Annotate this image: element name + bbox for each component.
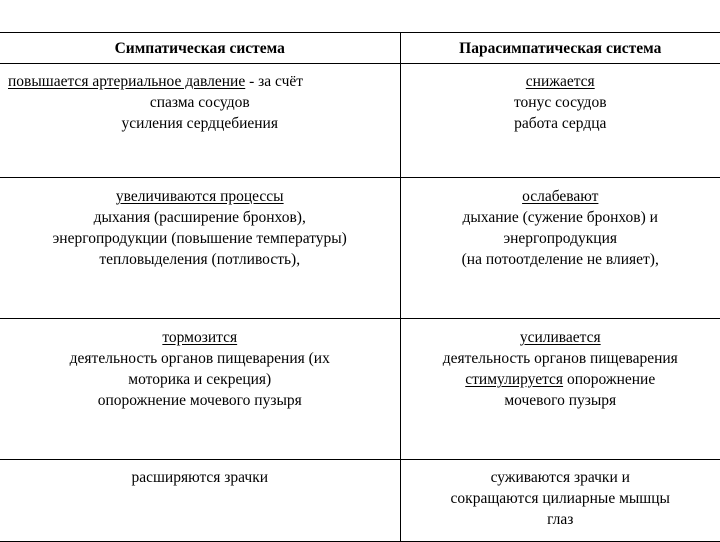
cell-line <box>0 207 400 228</box>
cell-line <box>0 327 400 348</box>
cell-text: суживаются зрачки и <box>491 469 630 486</box>
comparison-table <box>0 32 720 542</box>
cell-line <box>0 92 400 113</box>
cell-text: мочевого пузыря <box>504 392 616 409</box>
cell-line <box>0 71 400 92</box>
table-row <box>0 64 720 178</box>
cell-text: моторика и секреция) <box>128 371 271 388</box>
cell-text: спазма сосудов <box>150 94 250 111</box>
parasympathetic-cell <box>400 178 720 319</box>
sympathetic-cell <box>0 178 400 319</box>
cell-line <box>401 509 720 530</box>
cell-line <box>0 369 400 390</box>
cell-line <box>401 207 720 228</box>
cell-text: дыхание (сужение бронхов) и <box>463 209 658 226</box>
cell-text: дыхания (расширение бронхов), <box>94 209 306 226</box>
parasympathetic-cell <box>400 460 720 542</box>
cell-line <box>401 249 720 270</box>
parasympathetic-cell <box>400 64 720 178</box>
cell-line <box>401 186 720 207</box>
cell-text: усиления сердцебиения <box>122 115 278 132</box>
table-row <box>0 460 720 542</box>
underlined-term: стимулируется <box>465 371 563 388</box>
table-row <box>0 178 720 319</box>
underlined-term: тормозится <box>162 329 237 346</box>
sympathetic-cell <box>0 319 400 460</box>
document-page <box>0 32 720 542</box>
cell-line <box>0 186 400 207</box>
cell-line <box>401 228 720 249</box>
cell-text: тепловыделения (потливость), <box>99 251 300 268</box>
header-parasympathetic: Парасимпатическая система <box>400 33 720 64</box>
cell-line <box>0 390 400 411</box>
cell-line <box>0 249 400 270</box>
cell-line <box>0 228 400 249</box>
cell-text: деятельность органов пищеварения (их <box>70 350 330 367</box>
underlined-term: увеличиваются процессы <box>116 188 284 205</box>
underlined-term: снижается <box>526 73 595 90</box>
cell-line <box>401 113 720 134</box>
cell-line <box>0 467 400 488</box>
cell-line <box>401 348 720 369</box>
cell-text: (на потоотделение не влияет), <box>462 251 659 268</box>
underlined-term: повышается артериальное давление <box>8 73 245 90</box>
cell-line <box>401 390 720 411</box>
cell-text: сокращаются цилиарные мышцы <box>451 490 670 507</box>
cell-line <box>401 71 720 92</box>
cell-text: - за счёт <box>245 73 303 90</box>
cell-text: опорожнение мочевого пузыря <box>98 392 302 409</box>
cell-line <box>401 369 720 390</box>
sympathetic-cell <box>0 64 400 178</box>
header-row <box>0 33 720 64</box>
cell-line <box>401 327 720 348</box>
underlined-term: ослабевают <box>522 188 598 205</box>
cell-line <box>0 348 400 369</box>
cell-text: опорожнение <box>563 371 655 388</box>
cell-text: энергопродукция <box>503 230 617 247</box>
cell-line <box>401 467 720 488</box>
cell-line <box>0 113 400 134</box>
cell-text: работа сердца <box>514 115 606 132</box>
cell-text: тонус сосудов <box>514 94 607 111</box>
cell-line <box>401 92 720 113</box>
table-row <box>0 319 720 460</box>
parasympathetic-cell <box>400 319 720 460</box>
underlined-term: усиливается <box>520 329 601 346</box>
cell-line <box>401 488 720 509</box>
cell-text: деятельность органов пищеварения <box>443 350 678 367</box>
cell-text: расширяются зрачки <box>131 469 268 486</box>
header-sympathetic: Симпатическая система <box>0 33 400 64</box>
sympathetic-cell <box>0 460 400 542</box>
cell-text: глаз <box>547 511 573 528</box>
cell-text: энергопродукции (повышение температуры) <box>53 230 347 247</box>
